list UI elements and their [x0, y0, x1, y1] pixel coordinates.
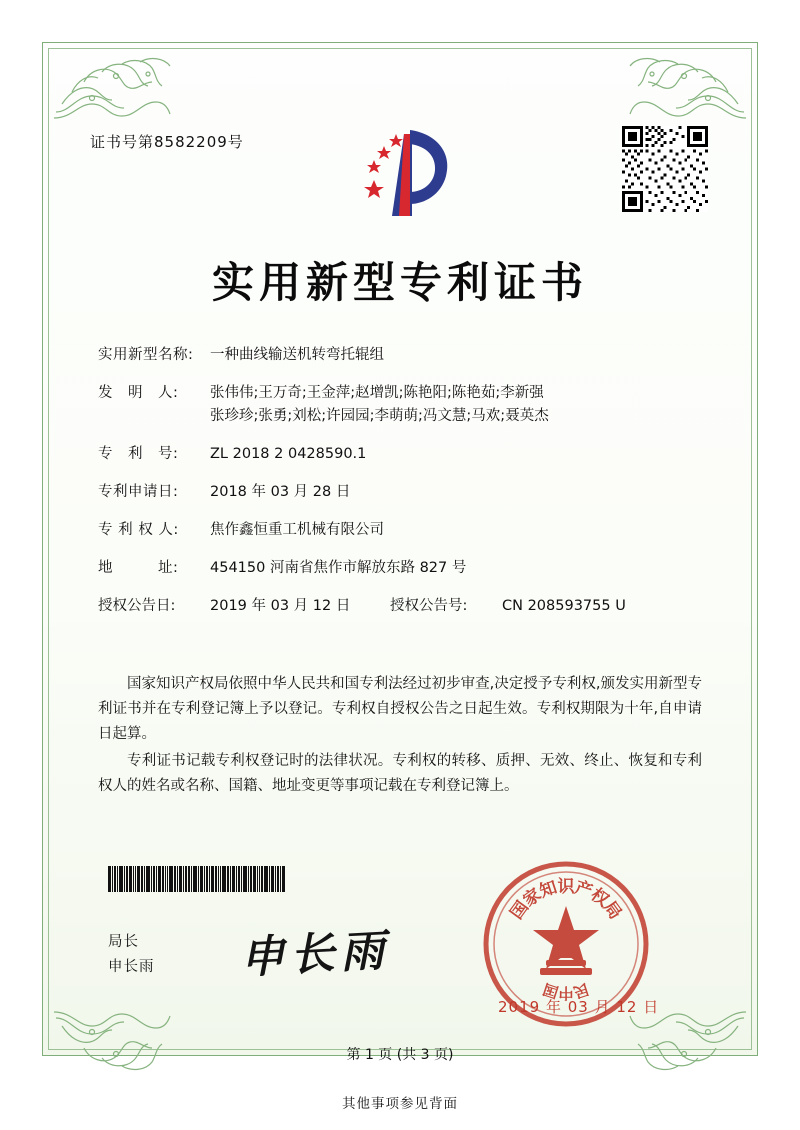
inventors-line-2: 张珍珍;张勇;刘松;许园园;李萌萌;冯文慧;马欢;聂英杰: [210, 408, 549, 424]
svg-text:识: 识: [557, 877, 575, 897]
field-label: 发 明 人:: [98, 385, 179, 401]
svg-text:产: 产: [572, 877, 595, 902]
svg-text:中: 中: [558, 984, 574, 1002]
svg-text:民: 民: [571, 979, 592, 1002]
field-value: 2018 年 03 月 28 日: [210, 484, 351, 500]
field-list: [98, 345, 698, 634]
signatory-title: 局长: [108, 934, 139, 950]
field-label: 地 址:: [98, 560, 179, 576]
certificate-number: 证书号第8582209号: [90, 133, 244, 151]
field-row-application-date: [98, 482, 698, 502]
publication-date-value: 2019 年 03 月 12 日: [210, 598, 351, 614]
publication-date-label: 授权公告日:: [98, 598, 176, 614]
svg-text:权: 权: [586, 884, 613, 911]
field-row-patentee: [98, 520, 698, 540]
svg-text:局: 局: [599, 897, 626, 924]
page-number: 第 1 页 (共 3 页): [346, 1047, 454, 1063]
field-value: 焦作鑫恒重工机械有限公司: [210, 522, 384, 538]
signatory-block: [108, 930, 155, 980]
page-title: 实用新型专利证书: [211, 258, 588, 307]
seal-date: 2019 年 03 月 12 日: [498, 998, 660, 1016]
svg-text:国: 国: [540, 979, 561, 1002]
svg-text:家: 家: [519, 884, 546, 911]
field-label: 专 利 权 人:: [98, 522, 179, 538]
publication-number-label: 授权公告号:: [390, 598, 468, 614]
field-label: 实用新型名称:: [98, 347, 194, 363]
legal-text: [98, 672, 702, 801]
cnipa-logo: [352, 124, 462, 224]
field-label: 专 利 号:: [98, 446, 179, 462]
legal-paragraph-1: 国家知识产权局依照中华人民共和国专利法经过初步审查,决定授予专利权,颁发实用新型专利证书并在专利登记簿上予以登记。专利权自授权公告之日起生效。专利权期限为十年,自申请日起算。: [98, 676, 702, 742]
field-value: ZL 2018 2 0428590.1: [210, 446, 367, 462]
field-row-invention-name: [98, 345, 698, 365]
field-row-patent-number: [98, 444, 698, 464]
field-value: 454150 河南省焦作市解放东路 827 号: [210, 560, 467, 576]
handwritten-signature: 申长雨: [239, 925, 392, 984]
svg-text:知: 知: [537, 877, 560, 902]
field-label: 专利申请日:: [98, 484, 179, 500]
field-row-address: [98, 558, 698, 578]
svg-text:国: 国: [506, 897, 533, 924]
footer-note: 其他事项参见背面: [342, 1096, 458, 1112]
legal-paragraph-2: 专利证书记载专利权登记时的法律状况。专利权的转移、质押、无效、终止、恢复和专利权人的姓名或名称、国籍、地址变更等事项记载在专利登记簿上。: [98, 753, 702, 794]
field-row-publication: [98, 596, 698, 616]
barcode: [108, 866, 313, 892]
inventors-line-1: 张伟伟;王万奇;王金萍;赵增凯;陈艳阳;陈艳茹;李新强: [210, 385, 544, 401]
field-row-inventors: [98, 383, 698, 426]
publication-number-value: CN 208593755 U: [502, 598, 626, 614]
qr-code: [622, 126, 708, 212]
field-value: [210, 383, 698, 426]
signatory-name: 申长雨: [108, 959, 155, 975]
field-value: 一种曲线输送机转弯托辊组: [210, 347, 384, 363]
